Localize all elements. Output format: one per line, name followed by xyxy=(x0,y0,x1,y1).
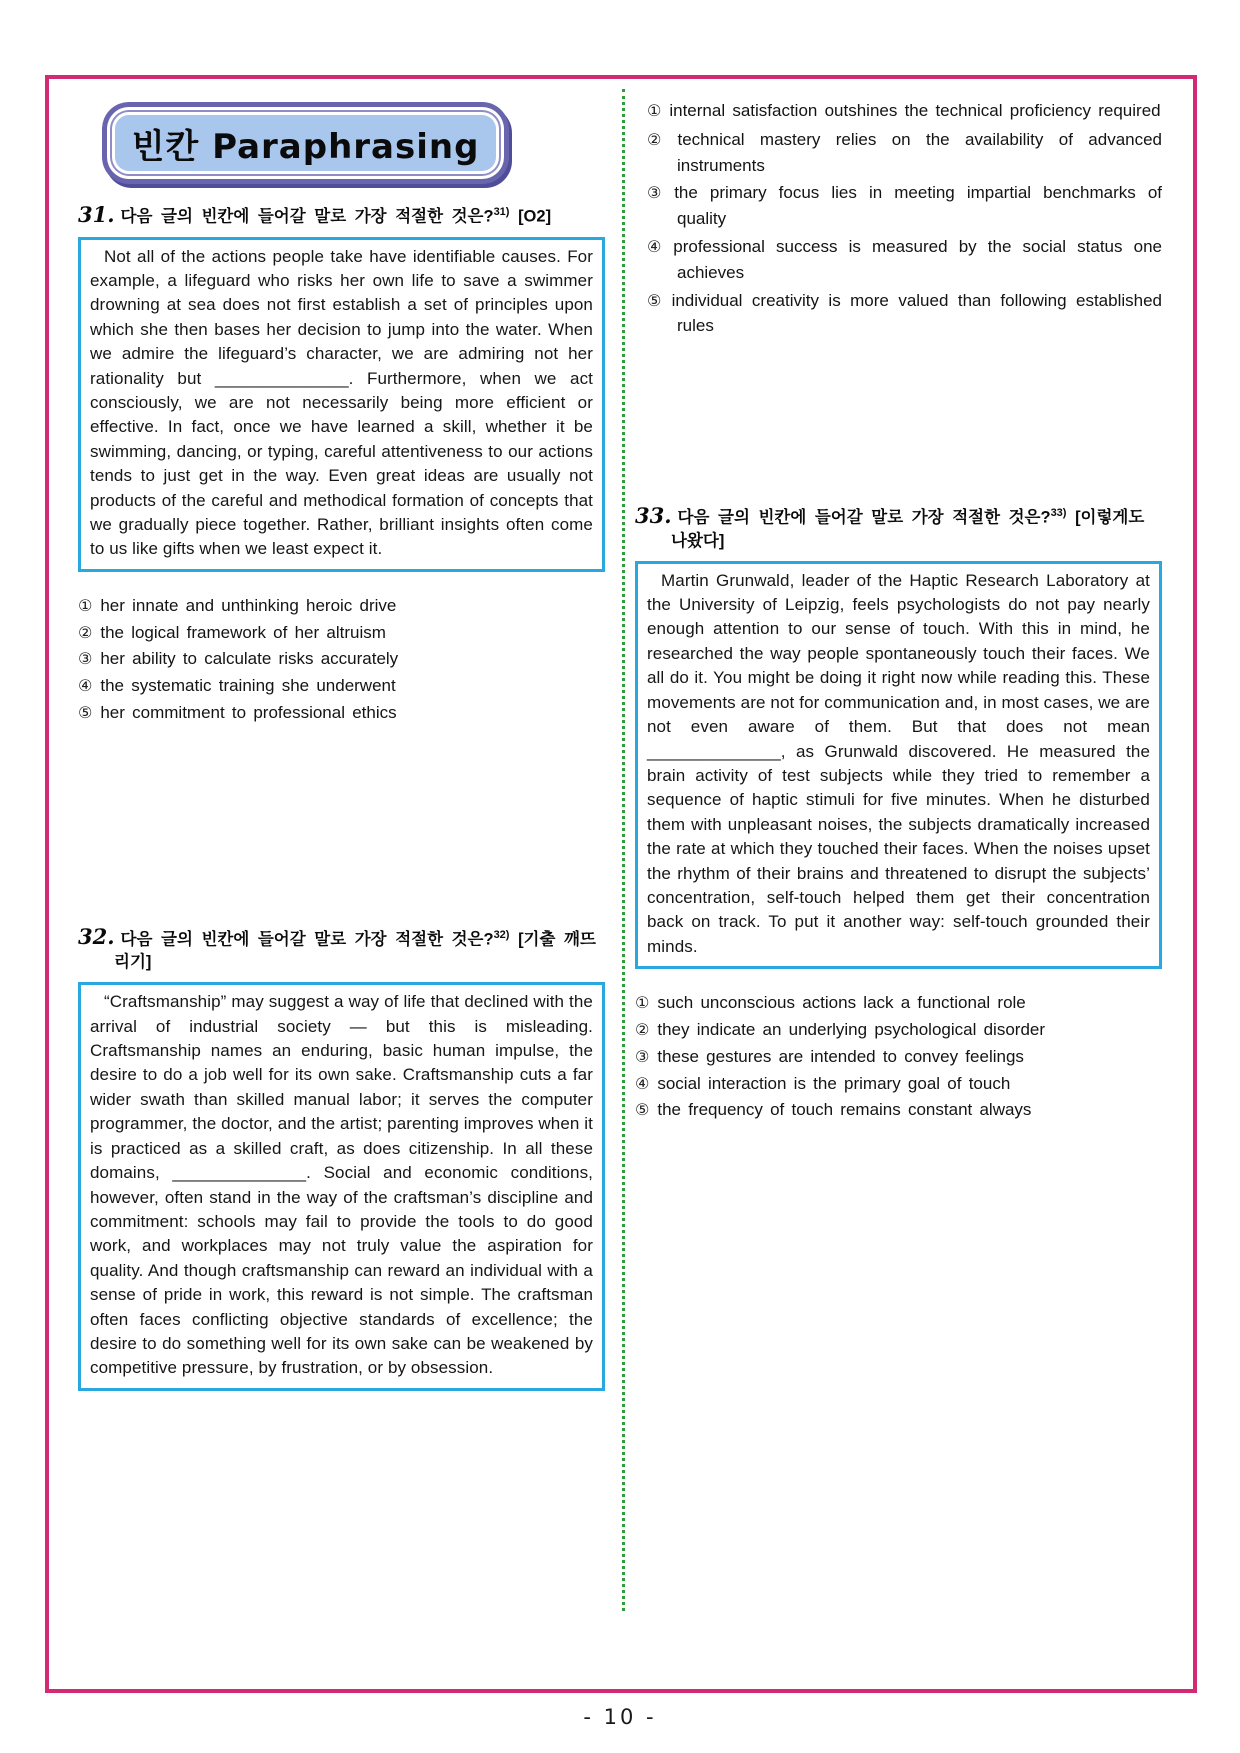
question-33-number: 33. xyxy=(635,502,672,528)
choice-number-icon: ③ xyxy=(647,185,667,203)
question-32-number: 32. xyxy=(78,924,115,950)
choice-item xyxy=(635,1045,1162,1071)
choice-item xyxy=(78,621,605,647)
choice-text: such unconscious actions lack a functional role xyxy=(657,993,1026,1013)
question-33-header xyxy=(635,502,1162,553)
choice-number-icon: ① xyxy=(647,103,662,120)
choice-item xyxy=(78,594,605,620)
choice-number-icon: ③ xyxy=(78,651,93,669)
choice-number-icon: ③ xyxy=(635,1048,650,1066)
question-31-passage-text: Not all of the actions people take have identifiable causes. For example, a lifeguard who risks her own life to save a swimmer drowning at sea does not first establish a set of principles upon which she then bases her decision to jump into the water. When we admire the lifeguard’s character, we are admiring not her rationality but ______________. Furthermore, when we act consciously, we are not necessarily being more efficient or effective. In fact, once we have learned a skill, whether it be swimming, dancing, or typing, careful attentiveness to our actions tends to just get in the way. Even great ideas are usually not products of the careful and methodical formation of concepts that we gradually piece together. Rather, brilliant insights often come to us like gifts when we least expect it. xyxy=(90,246,593,559)
choice-item xyxy=(78,674,605,700)
choice-text: her commitment to professional ethics xyxy=(100,702,397,722)
choice-number-icon: ④ xyxy=(78,678,93,696)
previous-question-choices xyxy=(635,99,1162,339)
choice-item xyxy=(647,235,1162,286)
choice-text: the systematic training she underwent xyxy=(100,676,396,696)
choice-number-icon: ⑤ xyxy=(635,1102,650,1120)
question-31-header xyxy=(78,201,605,229)
choice-item xyxy=(647,99,1162,125)
question-31-prompt: 다음 글의 빈칸에 들어갈 말로 가장 적절한 것은? xyxy=(120,207,494,226)
choice-text: her innate and unthinking heroic drive xyxy=(100,595,397,615)
choice-number-icon: ② xyxy=(635,1021,650,1039)
question-33-passage-box xyxy=(635,561,1162,970)
question-33-passage-text: Martin Grunwald, leader of the Haptic Research Laboratory at the University of Leipzig, feels psychologists do not pay nearly enough attention to our sense of touch. With this in mind, he researched the way people spontaneously touch their faces. We all do it. You might be doing it right now while reading this. These movements are not for communication and, in most cases, we are not even aware of them. But that does not mean ______________, as Grunwald discovered. He measured the brain activity of test subjects while they tried to remember a sequence of haptic stimuli for five minutes. When he disturbed them with unpleasant noises, the subjects dramatically increased the rate at which they touched their faces. When the noises upset the rhythm of their brains and threatened to disrupt the subjects’ concentration, self-touch helped them get their concentration back on track. To put it another way: self-touch grounded their minds. xyxy=(647,570,1150,956)
choice-number-icon: ② xyxy=(78,624,93,642)
choice-number-icon: ① xyxy=(635,995,650,1013)
section-title-box xyxy=(102,115,502,171)
question-31-number: 31. xyxy=(78,201,115,227)
choice-item xyxy=(647,181,1162,232)
question-31-footnote: 31) xyxy=(493,206,510,218)
question-32-footnote: 32) xyxy=(493,928,510,941)
question-32-header xyxy=(78,924,605,975)
choice-text: her ability to calculate risks accurately xyxy=(100,649,399,669)
column-divider-dotted-line xyxy=(622,89,625,1611)
choice-item xyxy=(647,128,1162,179)
choice-item xyxy=(78,701,605,727)
question-31-tag: [O2] xyxy=(518,207,552,226)
choice-number-icon: ④ xyxy=(635,1075,650,1093)
section-title: 빈칸 Paraphrasing xyxy=(131,126,480,167)
page-number: - 10 - xyxy=(583,1705,657,1729)
choice-text: the logical framework of her altruism xyxy=(100,622,386,642)
question-32-tag: [기출 깨뜨리기] xyxy=(114,930,596,972)
choice-number-icon: ① xyxy=(78,597,93,615)
question-31-passage-box xyxy=(78,237,605,572)
choice-number-icon: ⑤ xyxy=(647,292,664,310)
choice-text: the primary focus lies in meeting impartial benchmarks of quality xyxy=(674,183,1163,229)
left-column xyxy=(78,79,605,1391)
question-33-prompt: 다음 글의 빈칸에 들어갈 말로 가장 적절한 것은? xyxy=(677,508,1051,527)
choice-number-icon: ④ xyxy=(647,238,666,256)
choice-text: the frequency of touch remains constant always xyxy=(657,1100,1032,1120)
choice-item xyxy=(635,991,1162,1017)
choice-text: technical mastery relies on the availability of advanced instruments xyxy=(677,129,1163,175)
choice-item xyxy=(635,1018,1162,1044)
choice-text: these gestures are intended to convey feelings xyxy=(657,1046,1024,1066)
question-33-choices xyxy=(635,991,1162,1124)
choice-text: individual creativity is more valued than following established rules xyxy=(671,290,1163,336)
question-31-choices xyxy=(78,594,605,727)
choice-text: they indicate an underlying psychological disorder xyxy=(657,1019,1046,1039)
choice-text: internal satisfaction outshines the technical proficiency required xyxy=(669,101,1161,120)
question-32-prompt: 다음 글의 빈칸에 들어갈 말로 가장 적절한 것은? xyxy=(120,930,494,949)
choice-text: professional success is measured by the social status one achieves xyxy=(673,236,1162,282)
page-border-frame xyxy=(45,75,1197,1693)
choice-number-icon: ⑤ xyxy=(78,704,93,722)
question-33-footnote: 33) xyxy=(1050,507,1067,520)
question-32-passage-box xyxy=(78,982,605,1391)
choice-number-icon: ② xyxy=(647,131,670,149)
choice-text: social interaction is the primary goal of touch xyxy=(657,1073,1011,1093)
question-33-tag: [이렇게도 나왔다] xyxy=(671,508,1145,550)
right-column xyxy=(635,79,1162,1125)
question-32-passage-text: “Craftsmanship” may suggest a way of life that declined with the arrival of industrial society — but this is misleading. Craftsmanship names an enduring, basic human impulse, the desire to do a job well for its own sake. Craftsmanship cuts a far wider swath than skilled manual labor; it serves the computer programmer, the doctor, and the artist; parenting improves when it is practiced as a skilled craft, as does citizenship. In all these domains, ______________. Social and economic conditions, however, often stand in the way of the craftsman’s discipline and commitment: schools may fail to provide the tools to do good work, and workplaces may not truly value the aspiration for quality. And though craftsmanship can reward an individual with a sense of pride in work, this reward is not simple. The craftsman often faces conflicting objective standards of excellence; the desire to do something well for its own sake can be weakened by competitive pressure, by frustration, or by obsession. xyxy=(90,992,593,1378)
choice-item xyxy=(635,1098,1162,1124)
choice-item xyxy=(647,289,1162,340)
choice-item xyxy=(78,647,605,673)
choice-item xyxy=(635,1072,1162,1098)
